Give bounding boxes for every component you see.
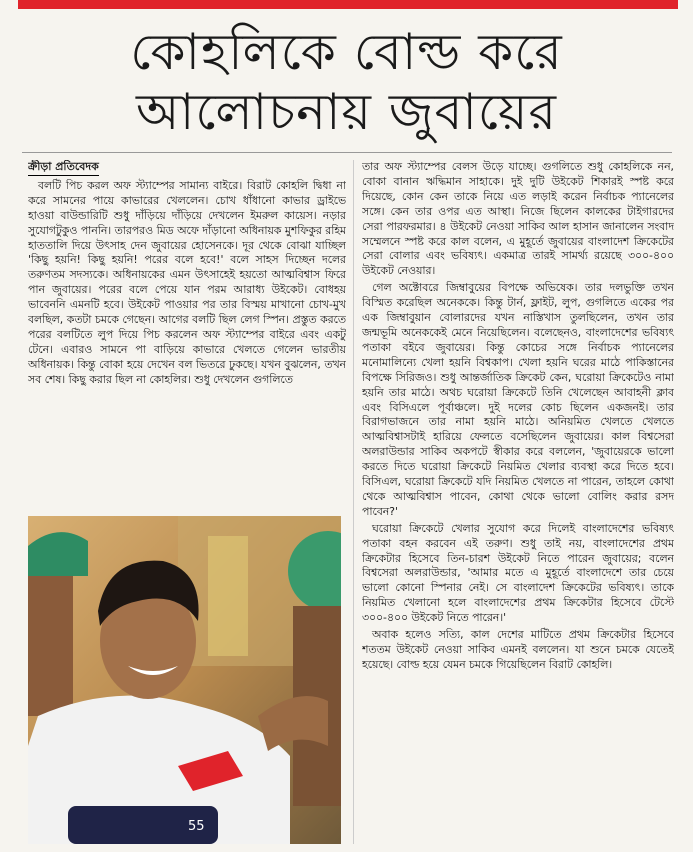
right-paragraph-2: গেল অক্টোবরে জিম্বাবুয়ের বিপক্ষে অভিষেক। তার দলভুক্তি তখন বিস্মিত করেছিল অনেককে। কিন্তু টার্ন, ফ্লাইট, লুপ, গুগলিতে একের পর এক জিম্বাবুয়ান বোলারদের যখন নাস্তিখাস তুলছিলেন, তখন তার জন্মভূমি অনেককেই মেনে নিয়েছিলেন। বলেছেনও, বাংলাদেশের ভবিষ্যৎ পতাকা বইবে জুবায়ের। কিন্তু কোচের সঙ্গে নির্বাচক প্যানেলের মনোমালিন্যে খেলা হয়নি বিশ্বকাপ। খেলা হয়নি ঘরের মাঠে পাকিস্তানের বিপক্ষে সিরিজও। শুধু আন্তর্জাতিক ক্রিকেট কেন, ঘরোয়া ক্রিকেটেও নামা হয়নি তার মাঠে। অথচ ঘরোয়া ক্রিকেটে তিনি খেলেছেন আবাহনী ক্লাব এবং বিসিএলে পূর্বাঞ্চলে। দুই দলের কোচ ছিলেন একজনই। তার বিরাগভাজনে তার নামা হয়নি মাঠে। অনিয়মিত খেলতে খেলতে আত্মবিশ্বাসটাই হারিয়ে ফেলতে বসেছিলেন জুবায়ের। কাল বিশ্বসেরা অলরাউন্ডার সাকিব অকপটে স্বীকার করে বললেন, 'জুবায়েরকে ভালো করতে দিতে ঘরোয়া ক্রিকেটে নিয়মিত খেলার ব্যবস্থা করে দিতে হবে। বিসিএল, ঘরোয়া ক্রিকেটে যদি নিয়মিত খেলতে না পারেন, তাহলে কোথা থেকে আত্মবিশ্বাস পাবেন, কোথা থেকে ভালো বোলিং করার রসদ পাবেন?' xyxy=(362,281,674,518)
player-photo xyxy=(28,516,341,844)
column-divider xyxy=(353,160,354,844)
left-paragraph-1: বলটি পিচ করল অফ স্ট্যাম্পের সামান্য বাইরে। বিরাট কোহলি দ্বিধা না করে সামনের পায়ে কাভারের খেললেন। চোখ ধাঁধানো কাভার ড্রাইভে হাওয়া বাউন্ডারিটি শুধু দাঁড়িয়ে দাঁড়িয়ে দেখলেন ইমরুল কায়েস। নড়ার সুযোগটুকুও পাননি। তারপরও মিড অফে দাঁড়ানো অধিনায়ক মুশফিকুর রহিম হাততালি দিয়ে উৎসাহ দেন জুবায়ের হোসেনকে। দূর থেকে বোঝা যাচ্ছিল 'কিছু হয়নি! কিছু হয়নি! পরের বলে হবে!' বলে সাহস দিচ্ছেন দলের তরুণতম সদস্যকে। অধিনায়কের এমন উৎসাহেই হয়তো আত্মবিশ্বাস ফিরে পান জুবায়ের। পরের বলে পেয়ে যান পরম আরাধ্য উইকেট। বোধহয় ভাবেননি এমনটি হবে। উইকেট পাওয়ার পর তার বিস্ময় মাখানো চোখ-মুখ বলছিল, কতটা চমকে গেছেন। আগের বলটি ছিল লেগ স্পিন। প্রস্তুত করতে পরের বলটিতে লুপ দিয়ে পিচ করলেন অফ স্ট্যাম্পের বাইরে এবং একটু টেনে। এবারও সামনে পা বাড়িয়ে কাভারে খেলতে গেলেন ভারতীয় অধিনায়ক। কিন্তু বোকা হয়ে দেখেন বল ভিতরে ঢুকছে। যখন বুঝলেন, তখন সব শেষ। কিছু করার ছিল না কোহলির। শুধু দেখলেন গুগলিতে xyxy=(28,178,346,386)
headline xyxy=(0,22,693,142)
red-top-bar xyxy=(18,0,678,9)
right-column xyxy=(362,160,674,850)
right-paragraph-3: ঘরোয়া ক্রিকেটে খেলার সুযোগ করে দিলেই বাংলাদেশের ভবিষ্যৎ পতাকা বহন করবেন এই তরুণ। শুধু তাই নয়, বাংলাদেশের প্রথম ক্রিকেটার হিসেবে তিন-চারশ উইকেট নিতে পারেন জুবায়ের; বলেন বিশ্বসেরা অলরাউন্ডার, 'আমার মতে এ মুহূর্তে বাংলাদেশে তার চেয়ে ভালো কোনো স্পিনার নেই। সে বাংলাদেশ ক্রিকেটের ভবিষ্যৎ। তাকে নিয়মিত খেলানো হলে বাংলাদেশের প্রথম ক্রিকেটার হিসেবে টেস্টে ৩০০-৪০০ উইকেট নিতে পারেন।' xyxy=(362,521,674,625)
headline-line-1: কোহলিকে বোল্ড করে xyxy=(130,23,563,81)
byline: ক্রীড়া প্রতিবেদক xyxy=(28,160,99,176)
right-paragraph-4: অবাক হলেও সত্যি, কাল দেশের মাটিতে প্রথম ক্রিকেটার হিসেবে শততম উইকেট নেওয়া সাকিব এমনই বললেন। যা শুনে চমকে যেতেই হয়েছে। বোল্ড হয়ে যেমন চমকে গিয়েছিলেন বিরাট কোহলি। xyxy=(362,628,674,671)
right-paragraph-1: তার অফ স্ট্যাম্পের বেলস উড়ে যাচ্ছে। গুগলিতে শুধু কোহলিকে নন, বোকা বানান ঋদ্ধিমান সাহাকে। দুই দুটি উইকেট শিকারই স্পষ্ট করে দিয়েছে, কোন কেন তাকে নিয়ে এত লড়াই করেন নির্বাচক প্যানেলের সঙ্গে। কেন তার ওপর এত আস্থা। নিজে ছিলেন কালকের টাইগারদের সেরা পারফরমার। ৪ উইকেট নেওয়া সাকিব আল হাসান জানালেন সংবাদ সম্মেলনে স্পষ্ট করে কাল বলেন, এ মুহূর্তে জুবায়ের বাংলাদেশ ক্রিকেটের সেরা বোলার এবং ভবিষ্যৎ। একমাত্র তারই সামর্থ্য রয়েছে ৩০০-৪০০ উইকেট নেওয়ার। xyxy=(362,160,674,278)
photo-jersey-number: 55 xyxy=(188,819,205,834)
left-column xyxy=(28,160,346,500)
headline-line-2: আলোচনায় জুবায়ের xyxy=(136,83,557,141)
headline-rule xyxy=(22,152,672,153)
